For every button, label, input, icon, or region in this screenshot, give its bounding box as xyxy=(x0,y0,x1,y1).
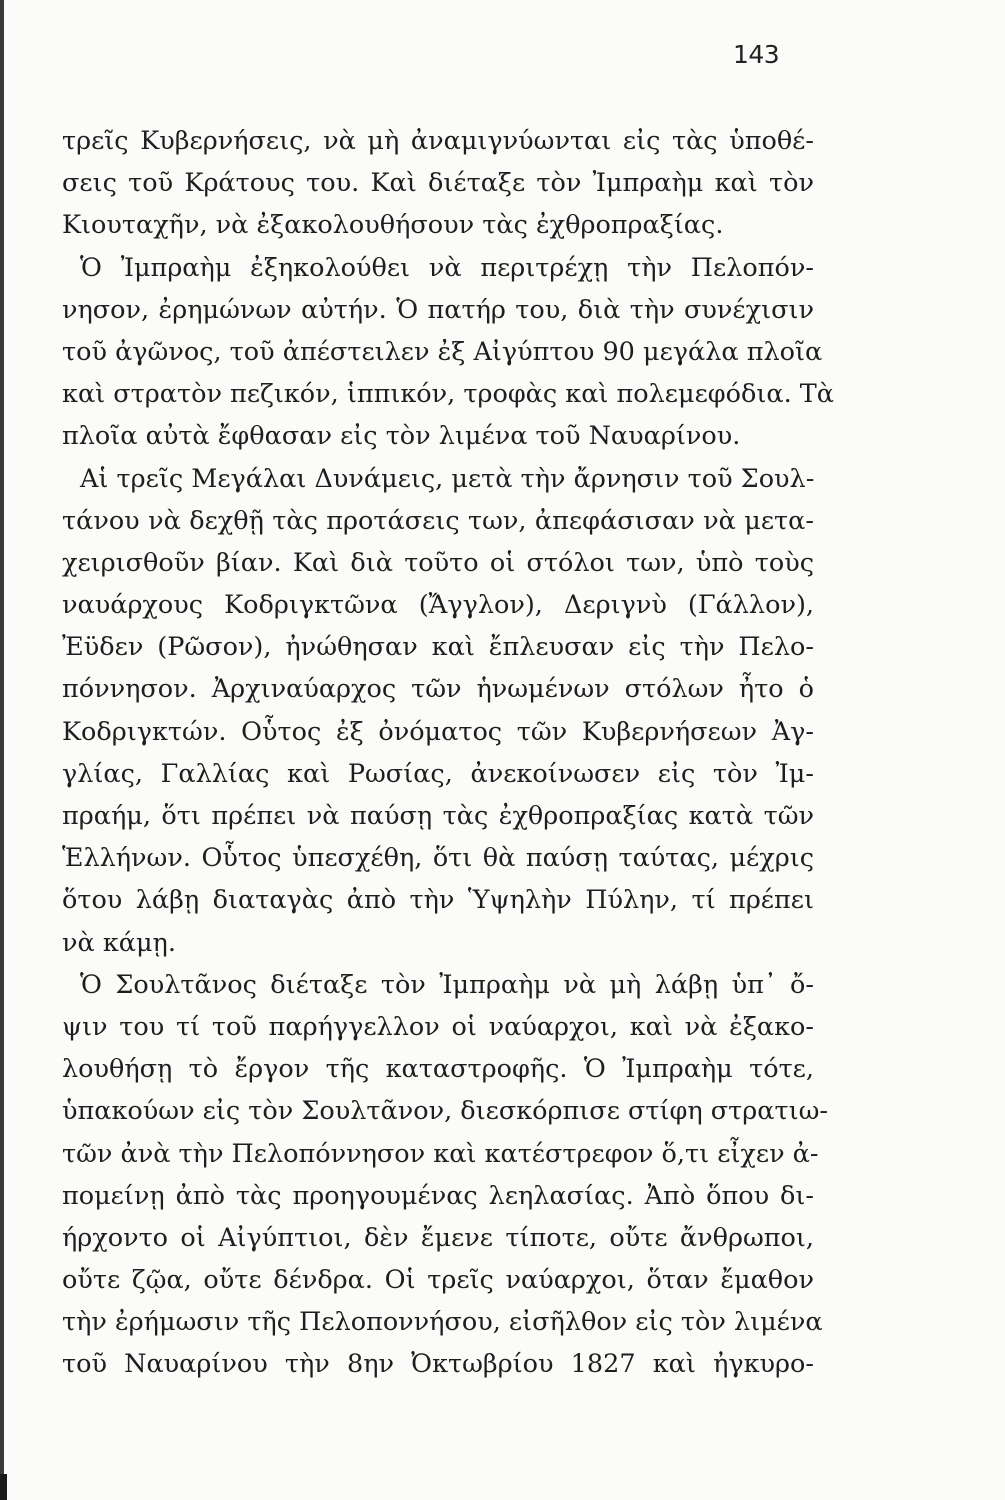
text-line: τὴν ἐρήμωσιν τῆς Πελοποννήσου, εἰσῆλθον εἰς τὸν λιμένα xyxy=(62,1307,823,1338)
text-line: τοῦ Ναυαρίνου τὴν 8ην Ὀκτωβρίου 1827 καὶ ἠγκυρο- xyxy=(62,1349,814,1380)
text-line: καὶ στρατὸν πεζικόν, ἱππικόν, τροφὰς καὶ πολεμεφόδια. Τὰ xyxy=(62,379,835,410)
text-line: ὑπακούων εἰς τὸν Σουλτᾶνον, διεσκόρπισε στίφη στρατιω- xyxy=(62,1096,828,1127)
text-line: νησον, ἐρημώνων αὐτήν. Ὁ πατήρ του, διὰ τὴν συνέχισιν xyxy=(62,294,814,325)
text-line: γλίας, Γαλλίας καὶ Ρωσίας, ἀνεκοίνωσεν εἰς τὸν Ἰμ- xyxy=(62,758,814,789)
binding-edge-mark xyxy=(0,1474,7,1500)
text-line: σεις τοῦ Κράτους του. Καὶ διέταξε τὸν Ἰμπραὴμ καὶ τὸν xyxy=(62,168,814,199)
text-line: πομείνῃ ἀπὸ τὰς προηγουμένας λεηλασίας. Ἀπὸ ὅπου δι- xyxy=(62,1180,814,1211)
text-line: ήρχοντο οἱ Αἰγύπτιοι, δὲν ἔμενε τίποτε, οὔτε ἄνθρωποι, xyxy=(62,1222,814,1253)
text-line: ναυάρχους Κοδριγκτῶνα (Ἄγγλον), Δεριγνὺ (Γάλλον), xyxy=(62,590,814,621)
text-line: Κοδριγκτών. Οὗτος ἐξ ὀνόματος τῶν Κυβερνήσεων Ἀγ- xyxy=(62,716,814,747)
text-line: Κιουταχῆν, νὰ ἐξακολουθήσουν τὰς ἐχθροπραξίας. xyxy=(62,210,724,241)
text-line: Αἱ τρεῖς Μεγάλαι Δυνάμεις, μετὰ τὴν ἄρνησιν τοῦ Σουλ- xyxy=(80,463,815,494)
text-line: τοῦ ἀγῶνος, τοῦ ἀπέστειλεν ἐξ Αἰγύπτου 90 μεγάλα πλοῖα xyxy=(62,336,823,367)
text-line: τῶν ἀνὰ τὴν Πελοπόννησον καὶ κατέστρεφον ὅ,τι εἶχεν ἀ- xyxy=(62,1138,819,1169)
text-line: τρεῖς Κυβερνήσεις, νὰ μὴ ἀναμιγνύωνται εἰς τὰς ὑποθέ- xyxy=(62,126,814,156)
text-line: ὅτου λάβῃ διαταγὰς ἀπὸ τὴν Ὑψηλὴν Πύλην, τί πρέπει xyxy=(62,885,814,916)
binding-edge xyxy=(0,0,4,1500)
text-line: πραήμ, ὅτι πρέπει νὰ παύσῃ τὰς ἐχθροπραξίας κατὰ τῶν xyxy=(62,801,814,831)
text-line: ψιν του τί τοῦ παρήγγελλον οἱ ναύαρχοι, καὶ νὰ ἐξακο- xyxy=(62,1011,814,1042)
text-line: οὔτε ζῷα, οὔτε δένδρα. Οἱ τρεῖς ναύαρχοι, ὅταν ἔμαθον xyxy=(62,1265,814,1296)
text-line: Ἐϋδεν (Ρῶσον), ἠνώθησαν καὶ ἔπλευσαν εἰς τὴν Πελο- xyxy=(62,632,814,663)
text-line: τάνου νὰ δεχθῇ τὰς προτάσεις των, ἀπεφάσισαν νὰ μετα- xyxy=(62,505,814,536)
text-line: χειρισθοῦν βίαν. Καὶ διὰ τοῦτο οἱ στόλοι των, ὑπὸ τοὺς xyxy=(62,547,814,578)
page-number: 143 xyxy=(733,40,780,69)
text-line: πόννησον. Ἀρχιναύαρχος τῶν ἡνωμένων στόλων ἦτο ὁ xyxy=(62,674,814,705)
text-line: Ὁ Ἰμπραὴμ ἐξηκολούθει νὰ περιτρέχῃ τὴν Πελοπόν- xyxy=(80,252,814,283)
body-text xyxy=(62,120,835,1386)
text-line: πλοῖα αὐτὰ ἔφθασαν εἰς τὸν λιμένα τοῦ Ναυαρίνου. xyxy=(62,421,741,452)
text-line: Ὁ Σουλτᾶνος διέταξε τὸν Ἰμπραὴμ νὰ μὴ λάβῃ ὑπ᾿ ὄ- xyxy=(80,969,814,1000)
text-line: νὰ κάμῃ. xyxy=(62,927,176,958)
text-line: λουθήσῃ τὸ ἔργον τῆς καταστροφῆς. Ὁ Ἰμπραὴμ τότε, xyxy=(62,1054,814,1085)
text-line: Ἑλλήνων. Οὗτος ὑπεσχέθη, ὅτι θὰ παύσῃ ταύτας, μέχρις xyxy=(62,843,814,874)
